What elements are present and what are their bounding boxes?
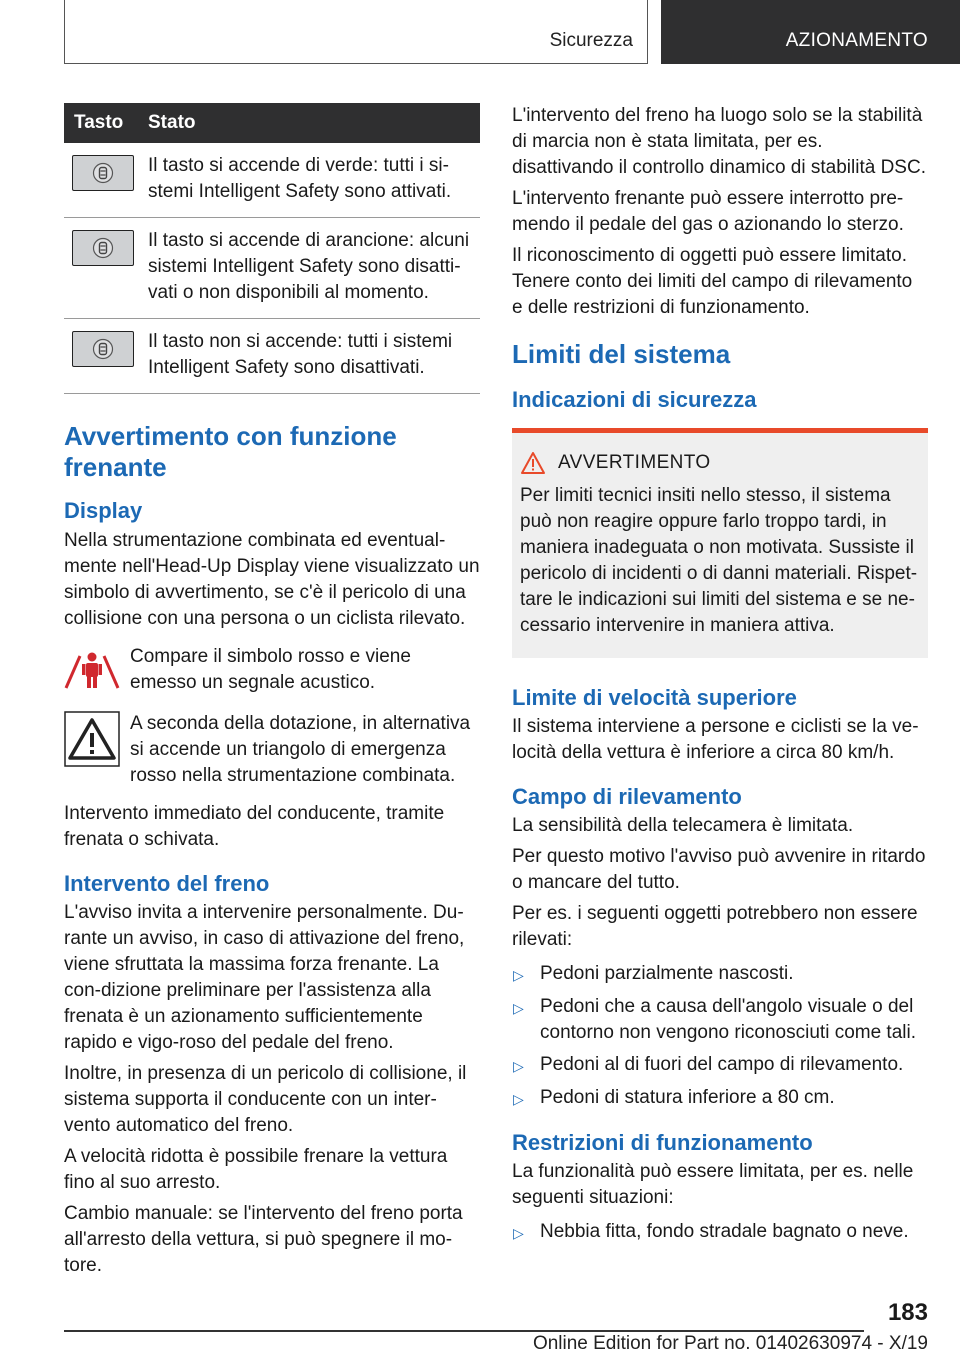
- icon-row-person-warning: [64, 644, 480, 697]
- header-chapter-tab: [661, 0, 960, 64]
- range-paragraph-2: Per questo motivo l'avviso può avvenire in ritardo o mancare del tutto.: [512, 846, 926, 893]
- subheading-brake-intervention: Intervento del freno: [64, 871, 270, 896]
- display-paragraph: Nella strumentazione combinata ed eventual-mente nell'Head-Up Display viene visualizzato un simbolo di avvertimento, se c'è il pericolo di una collisione con una persona o un ciclista rilevato.: [64, 530, 480, 629]
- warning-title-text: AVVERTIMENTO: [558, 452, 711, 473]
- table-header: [64, 103, 480, 143]
- table-cell-state: Il tasto non si accende: tutti i sistemi Intelligent Safety sono disattivati.: [148, 331, 453, 378]
- brake-paragraph-2: Inoltre, in presenza di un pericolo di collisione, il sistema supporta il conducente con un inter-vento automatico del freno.: [64, 1063, 467, 1136]
- speed-paragraph: Il sistema interviene a persone e ciclisti se la ve-locità della vettura è inferiore a circa 80 km/h.: [512, 716, 919, 763]
- list-item: ▷ Pedoni di statura inferiore a 80 cm.: [512, 1085, 928, 1112]
- range-paragraph-1: La sensibilità della telecamera è limitata.: [512, 815, 854, 836]
- bullet-triangle-icon: ▷: [513, 967, 524, 983]
- header-section-tab: [64, 0, 648, 64]
- bullet-triangle-icon: ▷: [513, 1000, 524, 1016]
- intervention-paragraph: Intervento immediato del conducente, tramite frenata o schivata.: [64, 803, 445, 850]
- warning-box: [512, 428, 928, 658]
- restrictions-bullet-list: [512, 1219, 928, 1246]
- section-heading-warning-brake: Avvertimento con funzione frenante: [64, 421, 397, 482]
- table-row: [64, 143, 480, 218]
- table-cell-state: Il tasto si accende di arancione: alcuni sistemi Intelligent Safety sono disatti-vati o non disponibili al momento.: [148, 230, 470, 303]
- stability-paragraph: L'intervento del freno ha luogo solo se la stabilità di marcia non è stata limitata, per es. disattivando il controllo dinamico di stabilità DSC.: [512, 105, 926, 178]
- warning-triangle-icon: [520, 451, 546, 475]
- button-state-table: [64, 103, 480, 394]
- page-number: 183: [887, 1299, 928, 1326]
- recognition-paragraph: Il riconoscimento di oggetti può essere limitato. Tenere conto dei limiti del campo di rilevamento e delle restrizioni di funzionamento.: [512, 245, 913, 318]
- subheading-function-restrictions: Restrizioni di funzionamento: [512, 1130, 813, 1155]
- brake-paragraph-1: L'avviso invita a intervenire personalmente. Du-rante un avviso, in caso di attivazione del freno, viene sfruttata la massima forza frenante. La con-dizione preliminare per l'assistenza alla frenata è un azionamento sufficientemente rapido e vigo-roso del pedale del freno.: [64, 902, 465, 1053]
- table-header-tasto: Tasto: [74, 112, 124, 133]
- table-cell-state: Il tasto si accende di verde: tutti i si-stemi Intelligent Safety sono attivati.: [148, 155, 452, 202]
- list-item: ▷ Pedoni che a causa dell'angolo visuale o del contorno non vengono riconosciuti come tali.: [512, 994, 928, 1046]
- table-row: [64, 319, 480, 394]
- footer-edition: Online Edition for Part no. 01402630974 - X/19: [532, 1333, 928, 1354]
- pedestrian-warning-icon: [64, 644, 130, 697]
- icon-row-triangle-warning: [64, 711, 480, 789]
- brake-paragraph-3: A velocità ridotta è possibile frenare la vettura fino al suo arresto.: [64, 1146, 448, 1193]
- list-item: ▷ Pedoni al di fuori del campo di rilevamento.: [512, 1052, 928, 1079]
- header-chapter-label: AZIONAMENTO: [785, 30, 928, 51]
- bullet-triangle-icon: ▷: [513, 1091, 524, 1107]
- icon-text-triangle: A seconda della dotazione, in alternativa si accende un triangolo di emergenza rosso nella strumentazione combinata.: [130, 713, 471, 786]
- warning-text: Per limiti tecnici insiti nello stesso, il sistema può non reagire oppure farlo troppo tardi, in maniera inadeguata o non motivata. Sussiste il pericolo di incidenti o di danni materiali. Rispet-tare le indicazioni sui limiti del sistema e se ne-cessario intervenire in maniera attiva.: [520, 485, 918, 636]
- table-header-stato: Stato: [148, 112, 196, 133]
- brake-paragraph-4: Cambio manuale: se l'intervento del freno porta all'arresto della vettura, si può spegnere il mo-tore.: [64, 1203, 463, 1276]
- table-row: [64, 218, 480, 319]
- subheading-speed-limit: Limite di velocità superiore: [512, 685, 797, 710]
- restrictions-paragraph: La funzionalità può essere limitata, per es. nelle seguenti situazioni:: [512, 1161, 914, 1208]
- bullet-triangle-icon: ▷: [513, 1225, 524, 1241]
- list-item: ▷ Nebbia fitta, fondo stradale bagnato o neve.: [512, 1219, 928, 1246]
- warning-triangle-icon: [64, 711, 130, 789]
- section-heading-system-limits: Limiti del sistema: [512, 339, 731, 369]
- footer-divider: [64, 1330, 864, 1332]
- right-column: [512, 103, 928, 1252]
- list-item: ▷ Pedoni parzialmente nascosti.: [512, 961, 928, 988]
- range-bullet-list: [512, 961, 928, 1112]
- intelligent-safety-button-icon: [72, 230, 134, 266]
- icon-text-red-symbol: Compare il simbolo rosso e viene emesso un segnale acustico.: [130, 646, 411, 693]
- warning-title: [520, 451, 918, 475]
- bullet-triangle-icon: ▷: [513, 1058, 524, 1074]
- range-paragraph-3: Per es. i seguenti oggetti potrebbero non essere rilevati:: [512, 903, 918, 950]
- interrupt-paragraph: L'intervento frenante può essere interrotto pre-mendo il pedale del gas o azionando lo sterzo.: [512, 188, 904, 235]
- intelligent-safety-button-icon: [72, 331, 134, 367]
- subheading-safety-notes: Indicazioni di sicurezza: [512, 387, 757, 412]
- header-section-label: Sicurezza: [549, 30, 633, 51]
- subheading-detection-range: Campo di rilevamento: [512, 784, 742, 809]
- intelligent-safety-button-icon: [72, 155, 134, 191]
- left-column: [64, 103, 480, 1284]
- subheading-display: Display: [64, 498, 143, 523]
